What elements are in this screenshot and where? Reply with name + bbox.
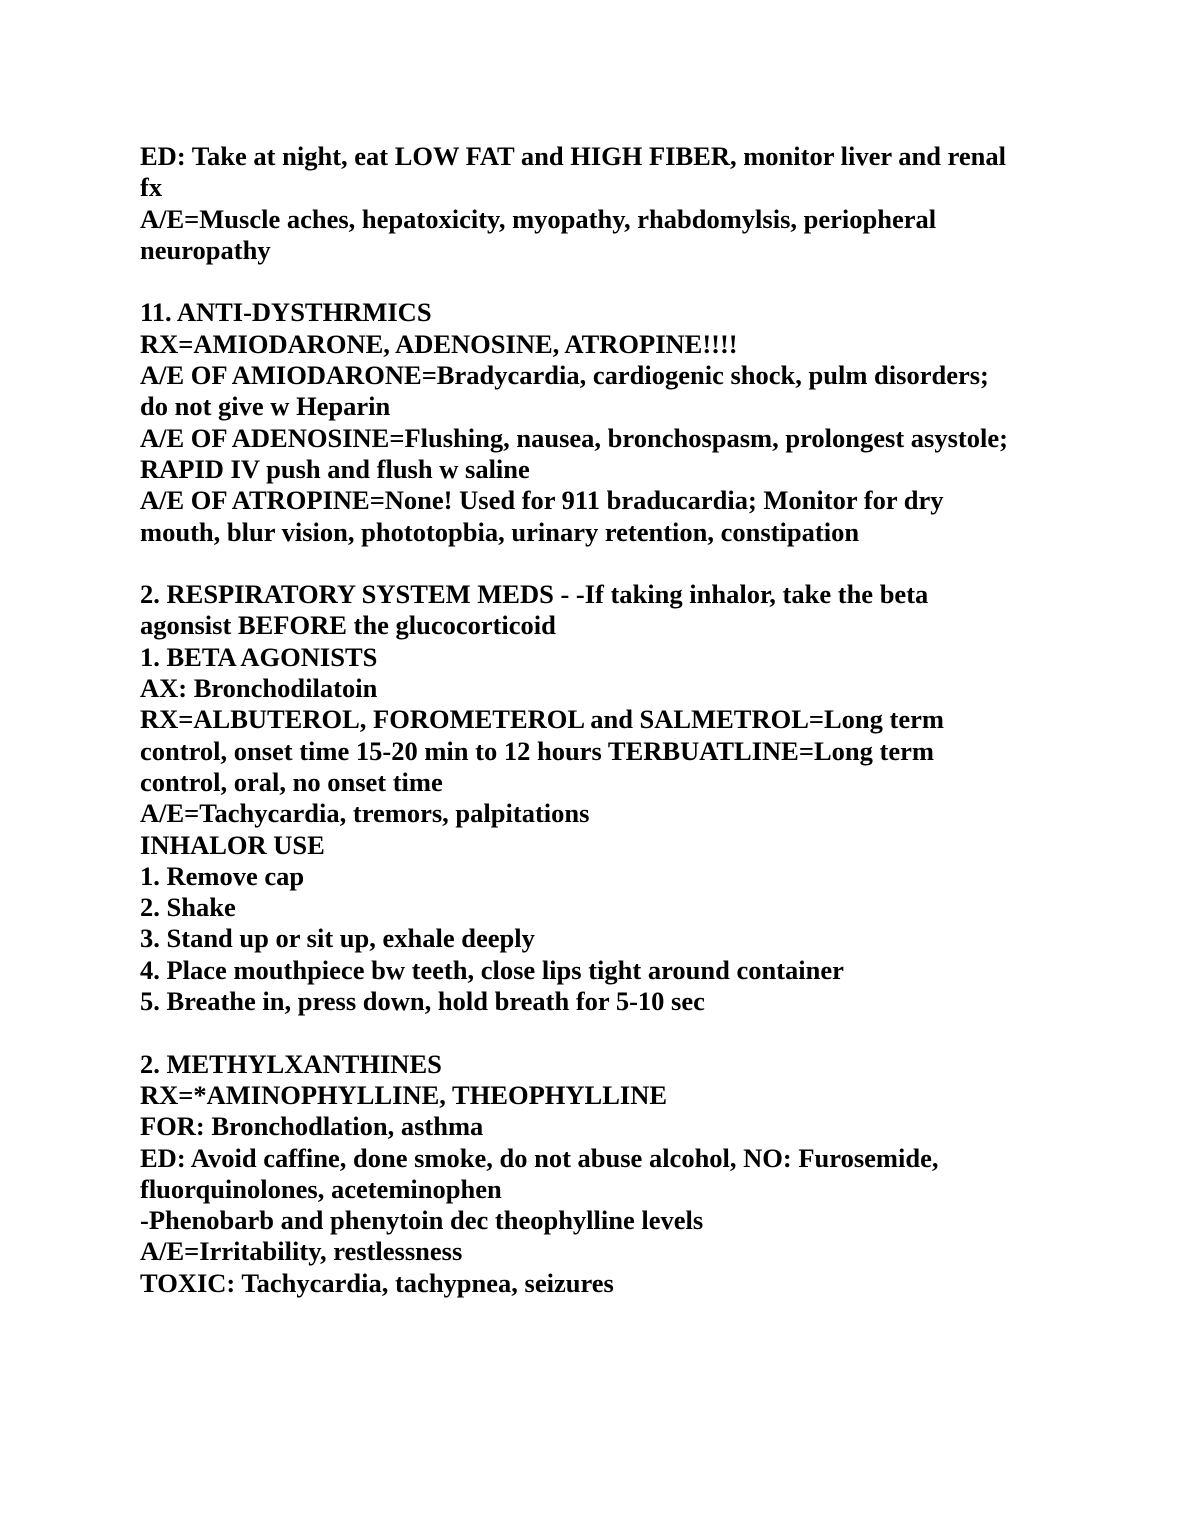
list-item: 4. Place mouthpiece bw teeth, close lips tight around container [140, 954, 844, 985]
text-line: TOXIC: Tachycardia, tachypnea, seizures [140, 1267, 614, 1298]
text-line: FOR: Bronchodlation, asthma [140, 1111, 484, 1142]
section-heading: 11. ANTI-DYSTHRMICS [140, 297, 432, 328]
paragraph-gap [140, 1017, 1055, 1048]
section-heading: 2. METHYLXANTHINES [140, 1048, 442, 1079]
subsection-heading: INHALOR USE [140, 829, 325, 860]
text-line: do not give w Heparin [140, 391, 391, 422]
text-line: mouth, blur vision, phototopbia, urinary retention, constipation [140, 516, 860, 547]
block-respiratory-beta-agonists [140, 579, 1055, 1017]
block-statin-education [140, 141, 1055, 266]
list-item: 5. Breathe in, press down, hold breath for 5-10 sec [140, 986, 705, 1017]
subsection-heading: 1. BETA AGONISTS [140, 641, 378, 672]
paragraph-gap [140, 266, 1055, 297]
text-line: -Phenobarb and phenytoin dec theophylline levels [140, 1205, 704, 1236]
list-item: 3. Stand up or sit up, exhale deeply [140, 923, 535, 954]
text-line: A/E=Tachycardia, tremors, palpitations [140, 798, 590, 829]
text-line: fx [140, 172, 163, 203]
text-line: ED: Avoid caffine, done smoke, do not abuse alcohol, NO: Furosemide, [140, 1142, 939, 1173]
text-line: A/E=Muscle aches, hepatoxicity, myopathy, rhabdomylsis, periopheral [140, 203, 937, 234]
text-line: RX=*AMINOPHYLLINE, THEOPHYLLINE [140, 1079, 668, 1110]
text-line: A/E=Irritability, restlessness [140, 1236, 463, 1267]
paragraph-gap [140, 548, 1055, 579]
text-line: RAPID IV push and flush w saline [140, 453, 530, 484]
list-item: 1. Remove cap [140, 860, 305, 891]
text-line: fluorquinolones, aceteminophen [140, 1173, 502, 1204]
list-item: 2. Shake [140, 892, 236, 923]
text-line: control, oral, no onset time [140, 766, 443, 797]
text-line: A/E OF AMIODARONE=Bradycardia, cardiogenic shock, pulm disorders; [140, 360, 989, 391]
text-line: A/E OF ADENOSINE=Flushing, nausea, bronchospasm, prolongest asystole; [140, 422, 1008, 453]
text-line: RX=AMIODARONE, ADENOSINE, ATROPINE!!!! [140, 328, 738, 359]
text-line: control, onset time 15-20 min to 12 hours TERBUATLINE=Long term [140, 735, 934, 766]
text-line: AX: Bronchodilatoin [140, 673, 378, 704]
block-methylxanthines [140, 1049, 1055, 1299]
text-line: neuropathy [140, 234, 271, 265]
section-heading: 2. RESPIRATORY SYSTEM MEDS - -If taking inhalor, take the beta [140, 579, 929, 610]
block-anti-dysrhythmics [140, 297, 1055, 547]
text-line: RX=ALBUTEROL, FOROMETEROL and SALMETROL=Long term [140, 704, 944, 735]
document-body [140, 141, 1055, 1299]
text-line: ED: Take at night, eat LOW FAT and HIGH FIBER, monitor liver and renal [140, 141, 1007, 171]
text-line: agonsist BEFORE the glucocorticoid [140, 610, 556, 641]
text-line: A/E OF ATROPINE=None! Used for 911 braducardia; Monitor for dry [140, 485, 944, 516]
